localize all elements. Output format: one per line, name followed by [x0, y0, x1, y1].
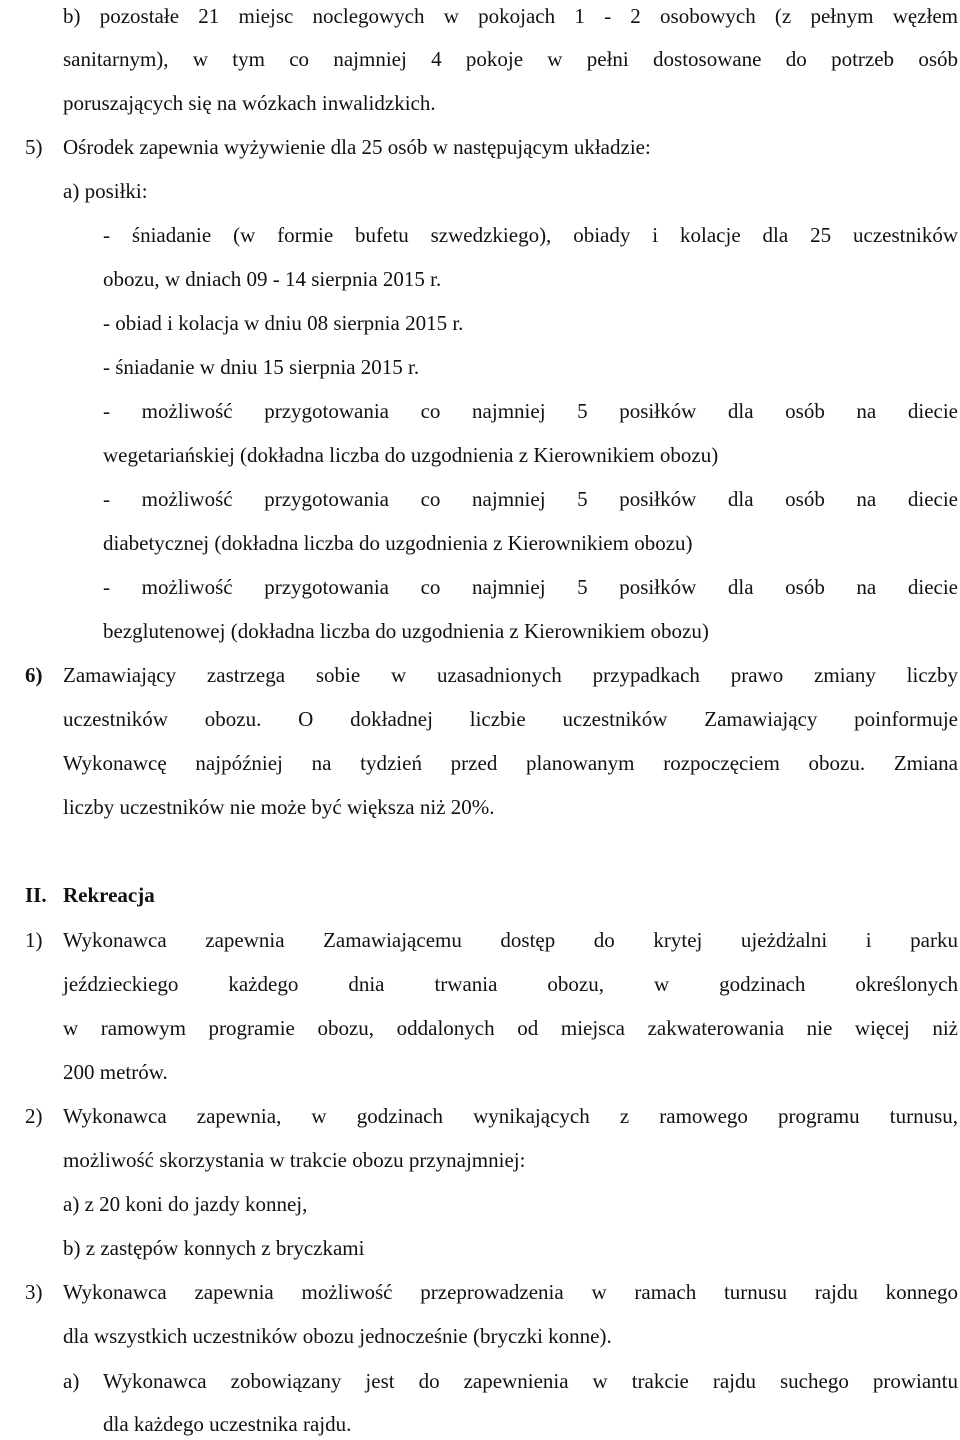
text-line: a) Wykonawca zobowiązany jest do zapewnienia w trakcie rajdu suchego prowiantu	[63, 1369, 958, 1393]
text-line: - śniadanie w dniu 15 sierpnia 2015 r.	[103, 355, 420, 379]
list-marker: 3)	[25, 1280, 43, 1304]
text-line: jeździeckiego każdego dnia trwania obozu, w godzinach określonych	[63, 972, 958, 996]
text-line: Wykonawca zapewnia możliwość przeprowadzenia w ramach turnusu rajdu konnego	[63, 1280, 958, 1304]
text-line: Wykonawca zapewnia Zamawiającemu dostęp do krytej ujeżdżalni i parku	[63, 928, 958, 952]
text-line: a) z 20 koni do jazdy konnej,	[63, 1192, 308, 1216]
text-line: Ośrodek zapewnia wyżywienie dla 25 osób w następującym układzie:	[63, 135, 651, 159]
text-line: dla wszystkich uczestników obozu jednocześnie (bryczki konne).	[63, 1324, 612, 1348]
text-line: obozu, w dniach 09 - 14 sierpnia 2015 r.	[103, 267, 442, 291]
list-marker: 5)	[25, 135, 43, 159]
text-line: sanitarnym), w tym co najmniej 4 pokoje w pełni dostosowane do potrzeb osób	[63, 47, 958, 71]
text-line: - możliwość przygotowania co najmniej 5 posiłków dla osób na diecie	[103, 399, 958, 423]
text-line: Wykonawca zapewnia, w godzinach wynikających z ramowego programu turnusu,	[63, 1104, 958, 1128]
text-line: w ramowym programie obozu, oddalonych od miejsca zakwaterowania nie więcej niż	[63, 1016, 958, 1040]
text-line: - możliwość przygotowania co najmniej 5 posiłków dla osób na diecie	[103, 575, 958, 599]
text-line: bezglutenowej (dokładna liczba do uzgodnienia z Kierownikiem obozu)	[103, 619, 709, 643]
text-line: b) pozostałe 21 miejsc noclegowych w pokojach 1 - 2 osobowych (z pełnym węzłem	[63, 4, 958, 28]
text-line: - śniadanie (w formie bufetu szwedzkiego), obiady i kolacje dla 25 uczestników	[103, 223, 958, 247]
text-line: dla każdego uczestnika rajdu.	[103, 1412, 352, 1436]
text-line: 200 metrów.	[63, 1060, 168, 1084]
text-line: poruszających się na wózkach inwalidzkich.	[63, 91, 436, 115]
text-line: - możliwość przygotowania co najmniej 5 posiłków dla osób na diecie	[103, 487, 958, 511]
text-line: a) posiłki:	[63, 179, 148, 203]
list-marker: 1)	[25, 928, 43, 952]
text-line: - obiad i kolacja w dniu 08 sierpnia 2015 r.	[103, 311, 464, 335]
section-number: II.	[25, 883, 47, 907]
text-line: uczestników obozu. O dokładnej liczbie uczestników Zamawiający poinformuje	[63, 707, 958, 731]
text-line: Wykonawcę najpóźniej na tydzień przed planowanym rozpoczęciem obozu. Zmiana	[63, 751, 958, 775]
text-line: diabetycznej (dokładna liczba do uzgodnienia z Kierownikiem obozu)	[103, 531, 693, 555]
text-line: b) z zastępów konnych z bryczkami	[63, 1236, 365, 1260]
text-line: wegetariańskiej (dokładna liczba do uzgodnienia z Kierownikiem obozu)	[103, 443, 719, 467]
text-line: liczby uczestników nie może być większa niż 20%.	[63, 795, 495, 819]
list-marker: 2)	[25, 1104, 43, 1128]
text-line: Zamawiający zastrzega sobie w uzasadnionych przypadkach prawo zmiany liczby	[63, 663, 958, 687]
section-heading: Rekreacja	[63, 883, 155, 907]
list-marker: 6)	[25, 663, 43, 687]
text-line: możliwość skorzystania w trakcie obozu przynajmniej:	[63, 1148, 526, 1172]
